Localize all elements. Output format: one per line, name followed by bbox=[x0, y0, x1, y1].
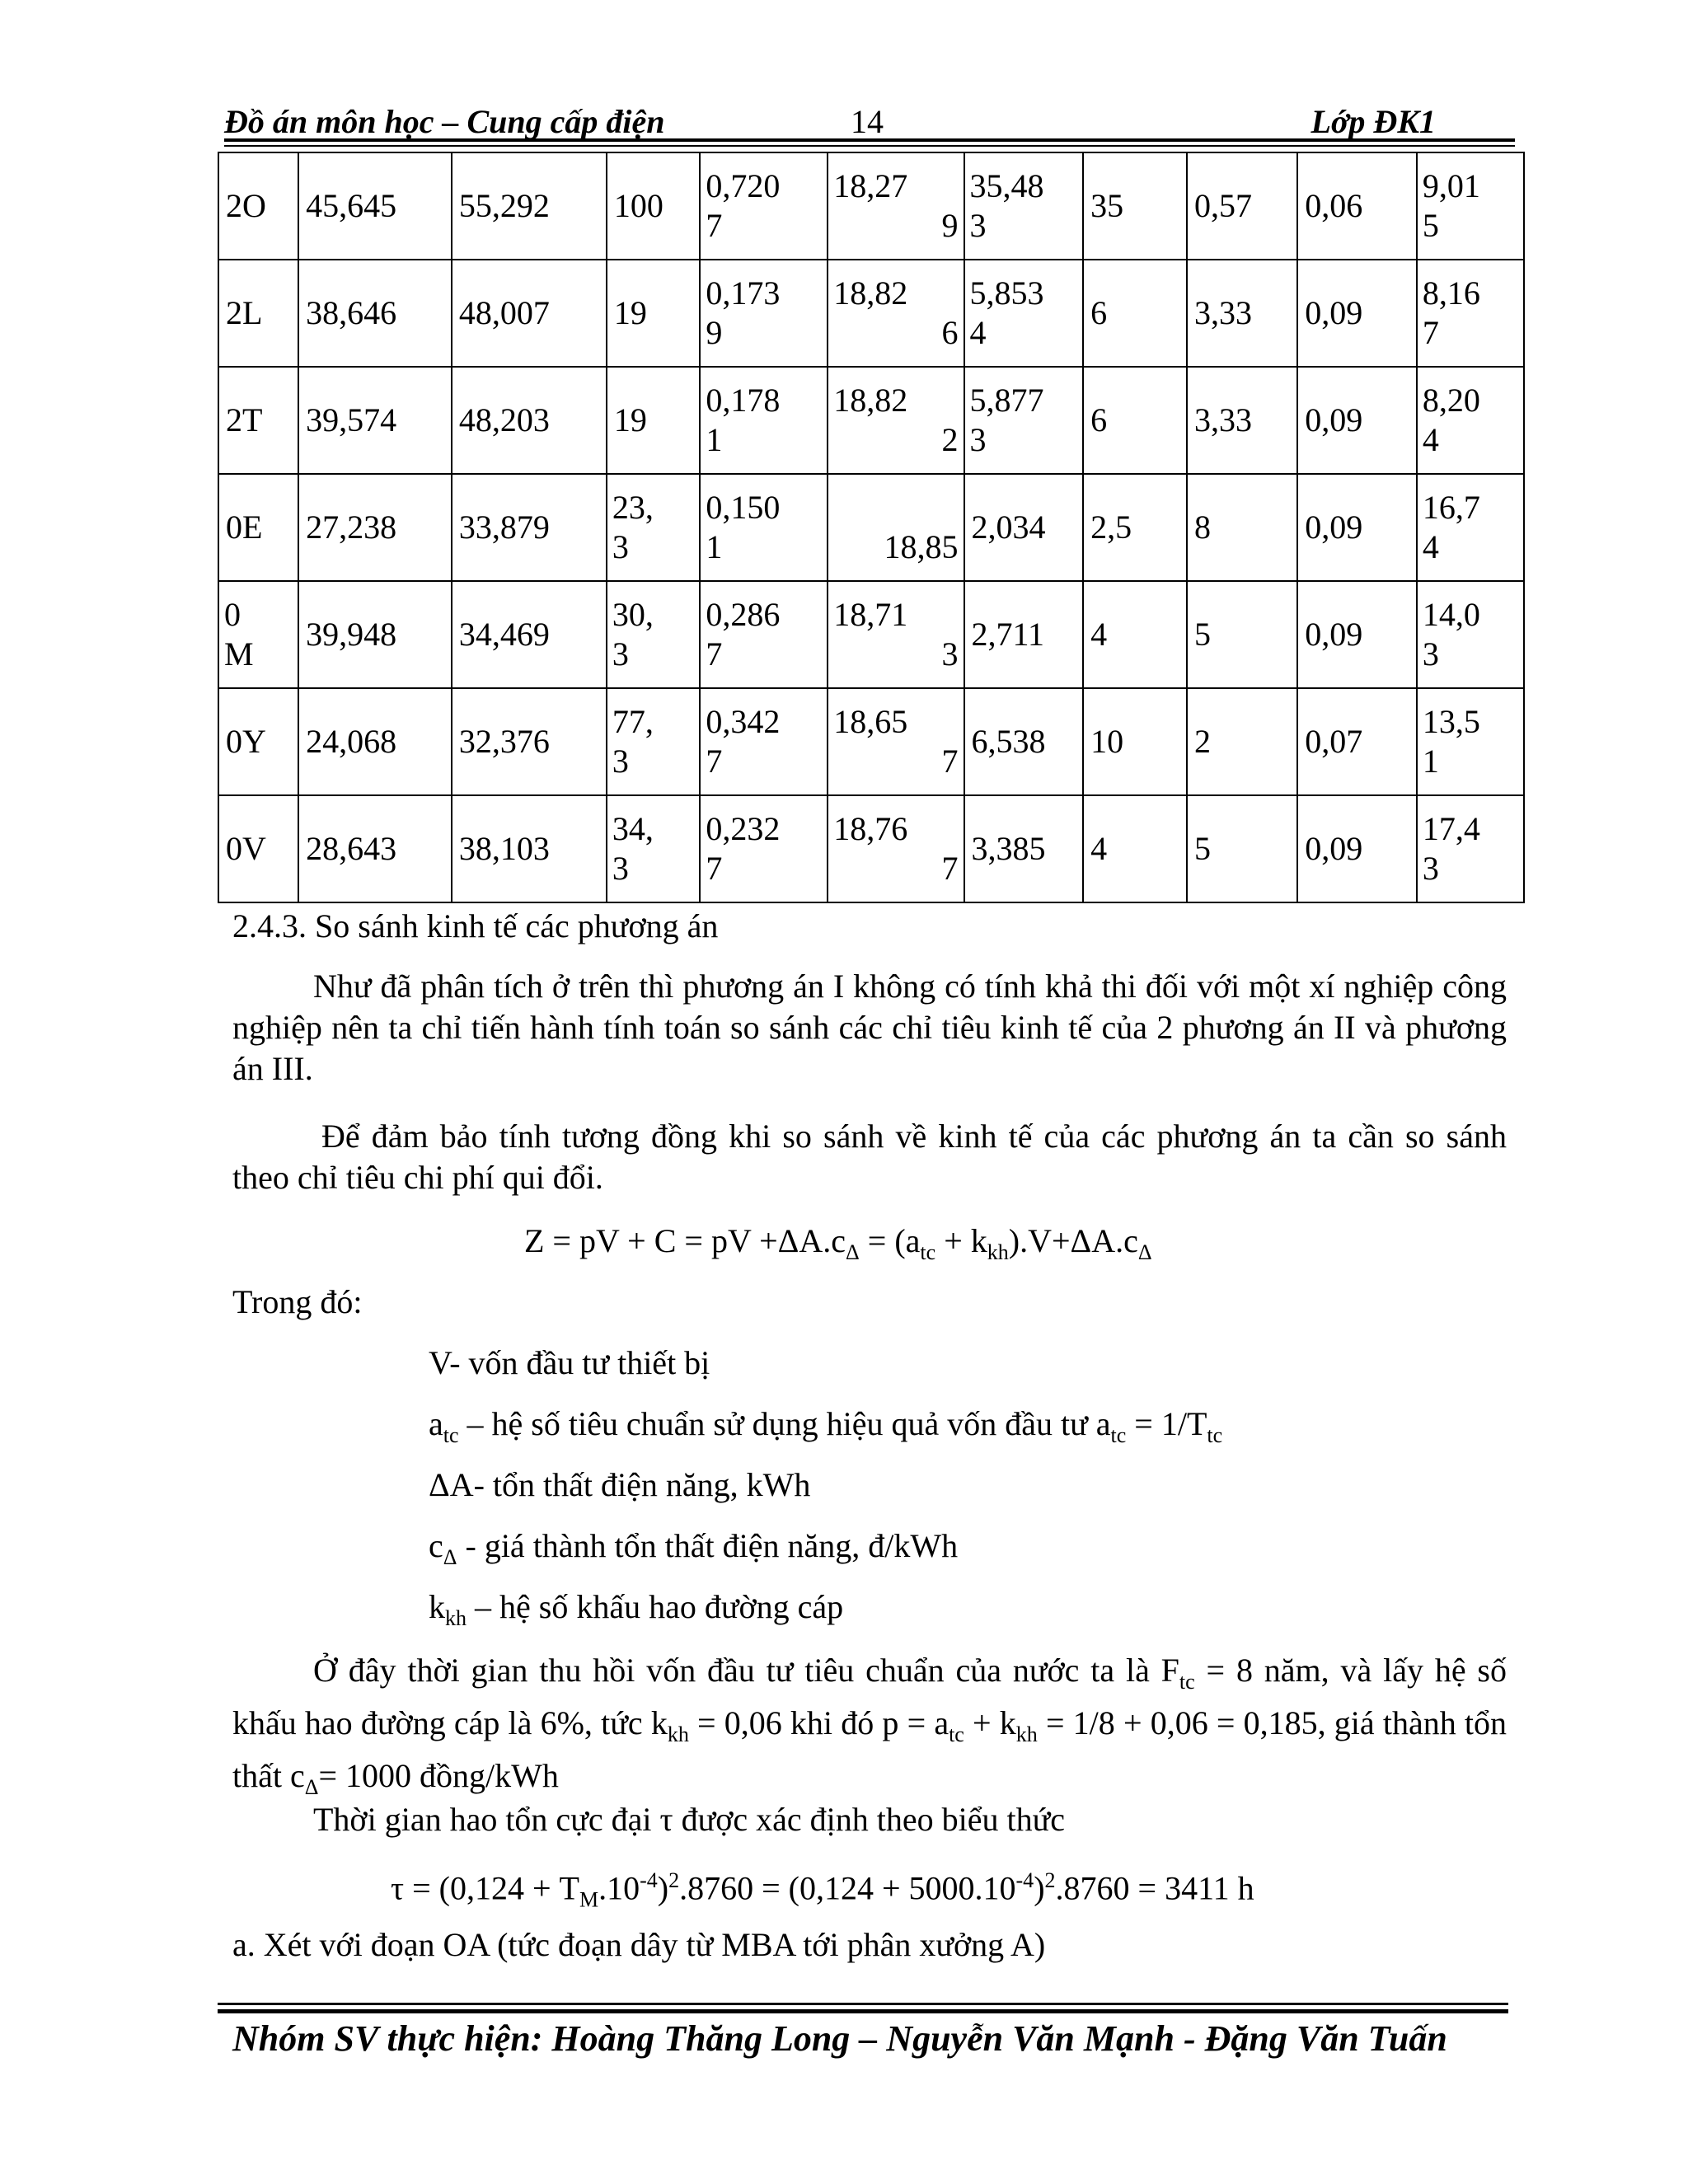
cell-line: 8,20 bbox=[1422, 382, 1480, 419]
table-cell bbox=[700, 581, 828, 688]
cell-line: 1 bbox=[706, 421, 723, 458]
cell-line: 17,4 bbox=[1422, 810, 1480, 847]
table-cell: 2O bbox=[218, 152, 298, 260]
cell-line: 2 bbox=[941, 421, 959, 458]
cell-line: 18,85 bbox=[884, 528, 959, 565]
cell-line: 7 bbox=[941, 743, 959, 780]
table-cell: 33,879 bbox=[452, 474, 607, 581]
data-table bbox=[218, 152, 1525, 903]
table-cell: 3,33 bbox=[1187, 367, 1297, 474]
table-cell: 6 bbox=[1083, 367, 1187, 474]
table-cell: 4 bbox=[1083, 581, 1187, 688]
page-number: 14 bbox=[851, 103, 884, 140]
table-cell: 0,09 bbox=[1297, 581, 1417, 688]
table-cell bbox=[1417, 474, 1524, 581]
table-cell: 0V bbox=[218, 795, 298, 902]
def-atc: $a_{tc}$ – hệ số tiêu chuẩn sử dụng hiệu quả vốn đầu tư $a_{tc} = 1/T_{tc}$ bbox=[429, 1405, 1223, 1447]
trong-do-label: Trong đó: bbox=[232, 1283, 363, 1320]
cell-line: 5,853 bbox=[969, 274, 1044, 312]
table-cell bbox=[700, 367, 828, 474]
table-cell bbox=[700, 474, 828, 581]
table-cell: 2,5 bbox=[1083, 474, 1187, 581]
cell-line: 30, bbox=[612, 596, 654, 633]
def-cdelta: $c_\Delta$ - giá thành tổn thất điện năng, đ/kWh bbox=[429, 1527, 959, 1569]
cell-line: 23, bbox=[612, 489, 654, 526]
table-cell: 0,06 bbox=[1297, 152, 1417, 260]
table-cell: 2,711 bbox=[964, 581, 1084, 688]
cell-line: 1 bbox=[1422, 743, 1439, 780]
paragraph-1: Như đã phân tích ở trên thì phương án I không có tính khả thi đối với một xí nghiệp công nghiệp nên ta chỉ tiến hành tính toán so sánh các chỉ tiêu kinh tế của 2 phương án II và phương án III. bbox=[232, 968, 1507, 1087]
table-cell: 34,469 bbox=[452, 581, 607, 688]
cell-line: 18,82 bbox=[833, 382, 908, 419]
cell-line: 0,286 bbox=[706, 596, 781, 633]
table-cell: 27,238 bbox=[298, 474, 452, 581]
table-cell bbox=[1417, 688, 1524, 795]
table-cell: 48,203 bbox=[452, 367, 607, 474]
footer-rule-thick bbox=[218, 2009, 1508, 2013]
section-title: 2.4.3. So sánh kinh tế các phương án bbox=[232, 907, 719, 944]
table-cell: 0E bbox=[218, 474, 298, 581]
table-cell bbox=[1417, 581, 1524, 688]
cell-line: 18,82 bbox=[833, 274, 908, 312]
table-cell bbox=[607, 474, 701, 581]
table-row bbox=[218, 474, 1524, 581]
table-cell: 39,948 bbox=[298, 581, 452, 688]
cell-line: 4 bbox=[969, 314, 987, 351]
cell-line: 16,7 bbox=[1422, 489, 1480, 526]
table-cell: 0,09 bbox=[1297, 474, 1417, 581]
cell-line: 0,178 bbox=[706, 382, 781, 419]
table-cell: 5 bbox=[1187, 795, 1297, 902]
def-v: V- vốn đầu tư thiết bị bbox=[429, 1344, 710, 1381]
cell-line: 3 bbox=[1422, 850, 1439, 887]
table-cell bbox=[964, 152, 1084, 260]
header-title: Đồ án môn học – Cung cấp điện bbox=[224, 103, 665, 140]
cell-line: 5,877 bbox=[969, 382, 1044, 419]
table-row bbox=[218, 152, 1524, 260]
table-cell bbox=[700, 688, 828, 795]
table-cell bbox=[1417, 260, 1524, 367]
cell-line: 77, bbox=[612, 703, 654, 740]
cell-line: 6 bbox=[941, 314, 959, 351]
cell-line: 35,48 bbox=[969, 167, 1044, 204]
cell-line: 7 bbox=[706, 743, 723, 780]
table-cell bbox=[1417, 795, 1524, 902]
table-cell: 5 bbox=[1187, 581, 1297, 688]
table-cell: 0,07 bbox=[1297, 688, 1417, 795]
table-cell: 38,103 bbox=[452, 795, 607, 902]
table-cell: 6 bbox=[1083, 260, 1187, 367]
cell-line: 0,720 bbox=[706, 167, 781, 204]
table-cell bbox=[828, 367, 964, 474]
table-cell bbox=[607, 581, 701, 688]
table-cell: 0,09 bbox=[1297, 260, 1417, 367]
cell-line: 18,27 bbox=[833, 167, 908, 204]
cell-line: 3 bbox=[612, 528, 629, 565]
cell-line: 34, bbox=[612, 810, 654, 847]
table-cell: 39,574 bbox=[298, 367, 452, 474]
cell-line: 0,150 bbox=[706, 489, 781, 526]
cell-line: 4 bbox=[1422, 528, 1439, 565]
table-cell: 0,09 bbox=[1297, 795, 1417, 902]
cell-line: 5 bbox=[1422, 207, 1439, 244]
cell-line: 3 bbox=[612, 743, 629, 780]
cell-line: 7 bbox=[706, 207, 723, 244]
table-cell bbox=[1417, 152, 1524, 260]
page-header bbox=[224, 102, 1515, 142]
cell-line: 9 bbox=[706, 314, 723, 351]
table-cell bbox=[607, 688, 701, 795]
table-cell bbox=[700, 152, 828, 260]
footer-authors: Nhóm SV thực hiện: Hoàng Thăng Long – Nguyễn Văn Mạnh - Đặng Văn Tuấn bbox=[232, 2018, 1447, 2059]
cell-line bbox=[833, 488, 958, 527]
paragraph-3: Ở đây thời gian thu hồi vốn đầu tư tiêu chuẩn của nước ta là $F_{tc} = 8$ năm, và lấy hệ số khấu hao đường cáp là 6%, tức $k_{kh} = 0,06$ khi đó $p = a_{tc} + k_{kh} = 1/8 + 0,06 = 0,185$, giá thành tổn thất $c_\Delta= 1000$ đồng/kWh bbox=[232, 1652, 1507, 1799]
table-cell: 24,068 bbox=[298, 688, 452, 795]
cell-line: 7 bbox=[1422, 314, 1439, 351]
cell-line: 7 bbox=[706, 850, 723, 887]
cell-line: 3 bbox=[1422, 635, 1439, 673]
cell-line: 3 bbox=[969, 207, 987, 244]
cell-line: 18,76 bbox=[833, 810, 908, 847]
table-cell: 35 bbox=[1083, 152, 1187, 260]
table-cell: 10 bbox=[1083, 688, 1187, 795]
table-cell: 2L bbox=[218, 260, 298, 367]
formula-cost: Z = pV + C = pV $+\Delta A.c_\Delta = (a_{tc} + k_{kh}).V+\Delta A.c_\Delta$ bbox=[524, 1222, 1152, 1264]
table-cell: 48,007 bbox=[452, 260, 607, 367]
cell-line: 3 bbox=[941, 635, 959, 673]
table-cell: 2,034 bbox=[964, 474, 1084, 581]
table-cell: 19 bbox=[607, 260, 701, 367]
cell-line: 18,71 bbox=[833, 596, 908, 633]
table-cell: 19 bbox=[607, 367, 701, 474]
header-rule bbox=[224, 138, 1515, 142]
table-cell: 3,385 bbox=[964, 795, 1084, 902]
table-cell: 4 bbox=[1083, 795, 1187, 902]
cell-line: 3 bbox=[612, 635, 629, 673]
header-rule-thin bbox=[224, 145, 1515, 147]
cell-line: 0,342 bbox=[706, 703, 781, 740]
table-cell bbox=[964, 367, 1084, 474]
table-cell bbox=[828, 474, 964, 581]
table-cell bbox=[828, 688, 964, 795]
table-cell bbox=[1417, 367, 1524, 474]
table-cell bbox=[828, 260, 964, 367]
table-cell: 2T bbox=[218, 367, 298, 474]
table-row bbox=[218, 260, 1524, 367]
cell-line: 9,01 bbox=[1422, 167, 1480, 204]
item-a: a. Xét với đoạn OA (tức đoạn dây từ MBA tới phân xưởng A) bbox=[232, 1926, 1046, 1963]
cell-line: 3 bbox=[969, 421, 987, 458]
table-cell bbox=[700, 260, 828, 367]
cell-line: 13,5 bbox=[1422, 703, 1480, 740]
table-cell: 0,09 bbox=[1297, 367, 1417, 474]
table-cell: 28,643 bbox=[298, 795, 452, 902]
cell-line: 0,173 bbox=[706, 274, 781, 312]
cell-line: 7 bbox=[706, 635, 723, 673]
cell-line: 0,232 bbox=[706, 810, 781, 847]
table-cell bbox=[828, 795, 964, 902]
def-deltaa: ΔA- tổn thất điện năng, kWh bbox=[429, 1466, 811, 1503]
paragraph-2: Để đảm bảo tính tương đồng khi so sánh về kinh tế của các phương án ta cần so sánh theo chỉ tiêu chi phí qui đổi. bbox=[232, 1118, 1507, 1196]
header-class: Lớp ĐK1 bbox=[1311, 103, 1436, 140]
cell-line: 0 bbox=[224, 596, 241, 633]
table-cell: 38,646 bbox=[298, 260, 452, 367]
table-cell: 55,292 bbox=[452, 152, 607, 260]
cell-line: 4 bbox=[1422, 421, 1439, 458]
table-cell bbox=[607, 795, 701, 902]
table-row bbox=[218, 581, 1524, 688]
table-cell: 6,538 bbox=[964, 688, 1084, 795]
footer-rule bbox=[218, 2003, 1508, 2005]
formula-tau: $\tau = (0,124 + T_M.10^{-4})^2.8760 = (0,124 + 5000.10^{-4})^2.8760 = 3411$ h bbox=[391, 1868, 1254, 1912]
cell-line: 18,65 bbox=[833, 703, 908, 740]
table-cell: 45,645 bbox=[298, 152, 452, 260]
table-cell: 0,57 bbox=[1187, 152, 1297, 260]
table-cell bbox=[828, 152, 964, 260]
table-row bbox=[218, 795, 1524, 902]
table-cell bbox=[700, 795, 828, 902]
cell-line: 3 bbox=[612, 850, 629, 887]
table-cell: 3,33 bbox=[1187, 260, 1297, 367]
table-cell: 8 bbox=[1187, 474, 1297, 581]
table-cell: 32,376 bbox=[452, 688, 607, 795]
table-cell: 100 bbox=[607, 152, 701, 260]
paragraph-4: Thời gian hao tổn cực đại τ được xác định theo biểu thức bbox=[313, 1801, 1066, 1838]
table-cell: 2 bbox=[1187, 688, 1297, 795]
cell-line: 7 bbox=[941, 850, 959, 887]
cell-line: 14,0 bbox=[1422, 596, 1480, 633]
cell-line: 8,16 bbox=[1422, 274, 1480, 312]
table-row bbox=[218, 688, 1524, 795]
def-kkh: $k_{kh}$ – hệ số khấu hao đường cáp bbox=[429, 1588, 844, 1630]
table-cell bbox=[964, 260, 1084, 367]
cell-line: 1 bbox=[706, 528, 723, 565]
table-cell-segment bbox=[218, 581, 298, 688]
cell-line: 9 bbox=[941, 207, 959, 244]
table-cell: 0Y bbox=[218, 688, 298, 795]
table-cell bbox=[828, 581, 964, 688]
cell-line: M bbox=[224, 635, 254, 673]
table-row bbox=[218, 367, 1524, 474]
